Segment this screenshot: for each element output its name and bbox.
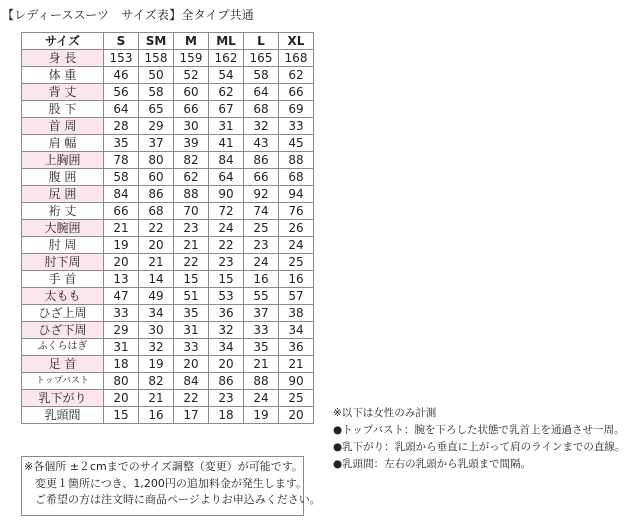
table-cell: 15 [104,407,139,424]
measurement-note-item: ●乳下がり：乳頭から垂直に上がって肩のラインまでの直線。 [333,441,626,453]
table-cell: 84 [209,152,244,169]
table-cell: 21 [139,254,174,271]
table-cell: 41 [209,135,244,152]
table-cell: 29 [104,322,139,339]
table-cell: 16 [139,407,174,424]
header-cell-sm: SM [139,33,174,50]
table-cell: 19 [139,356,174,373]
table-row [22,84,314,101]
table-cell: 32 [244,118,279,135]
table-cell: 30 [174,118,209,135]
table-cell: 28 [104,118,139,135]
table-cell: 80 [139,152,174,169]
table-cell: 72 [209,203,244,220]
table-cell: 20 [209,356,244,373]
table-cell: 45 [279,135,314,152]
row-label: 大腕囲 [22,220,104,237]
table-cell: 34 [139,305,174,322]
table-cell: 33 [104,305,139,322]
table-cell: 52 [174,67,209,84]
table-cell: 23 [244,237,279,254]
table-row [22,186,314,203]
note-line: ご希望の方は注文時に商品ページよりお申込みください。 [35,493,321,506]
measurement-note-item: ●トップバスト：腕を下ろした状態で乳首上を通過させ一周。 [333,424,625,436]
row-label: 肘 周 [22,237,104,254]
table-cell: 20 [174,356,209,373]
table-cell: 64 [209,169,244,186]
table-cell: 88 [174,186,209,203]
table-row [22,67,314,84]
table-cell: 168 [279,50,314,67]
row-label: 乳頭間 [22,407,104,424]
table-cell: 21 [104,220,139,237]
table-cell: 18 [209,407,244,424]
table-cell: 88 [244,373,279,390]
table-cell: 36 [209,305,244,322]
table-cell: 23 [209,390,244,407]
table-cell: 86 [139,186,174,203]
table-row [22,254,314,271]
table-cell: 62 [209,84,244,101]
table-cell: 78 [104,152,139,169]
table-cell: 86 [209,373,244,390]
table-cell: 22 [139,220,174,237]
table-row [22,407,314,424]
table-cell: 57 [279,288,314,305]
header-cell-s: S [104,33,139,50]
table-cell: 31 [104,339,139,356]
table-row [22,305,314,322]
header-cell-m: M [174,33,209,50]
table-cell: 66 [104,203,139,220]
table-cell: 66 [244,169,279,186]
adjustment-note-box [21,456,321,516]
measurement-note-item: ●乳頭間：左右の乳頭から乳頭まで間隔。 [333,458,532,470]
page-title: 【レディーススーツ サイズ表】全タイプ共通 [2,8,255,22]
table-cell: 68 [244,101,279,118]
table-cell: 22 [174,254,209,271]
table-cell: 153 [104,50,139,67]
table-cell: 29 [139,118,174,135]
table-cell: 54 [209,67,244,84]
table-row [22,118,314,135]
table-cell: 30 [139,322,174,339]
table-row [22,135,314,152]
note-line: 変更１箇所につき、1,200円の追加料金が発生します。 [35,476,307,490]
table-cell: 43 [244,135,279,152]
table-cell: 58 [244,67,279,84]
row-label: 太もも [22,288,104,305]
table-cell: 24 [209,220,244,237]
row-label: ひざ上周 [22,305,104,322]
table-cell: 90 [209,186,244,203]
table-cell: 49 [139,288,174,305]
table-cell: 56 [104,84,139,101]
table-cell: 21 [174,237,209,254]
row-label: 背 丈 [22,84,104,101]
table-cell: 50 [139,67,174,84]
table-cell: 21 [244,356,279,373]
table-cell: 165 [244,50,279,67]
table-cell: 24 [244,390,279,407]
table-cell: 16 [279,271,314,288]
table-row [22,169,314,186]
table-cell: 33 [174,339,209,356]
row-label: 手 首 [22,271,104,288]
row-label: 体 重 [22,67,104,84]
row-label: 肘下周 [22,254,104,271]
table-cell: 64 [104,101,139,118]
table-cell: 60 [139,169,174,186]
table-cell: 38 [279,305,314,322]
table-cell: 21 [279,356,314,373]
table-cell: 18 [104,356,139,373]
row-label: 肩 幅 [22,135,104,152]
table-cell: 69 [279,101,314,118]
table-row [22,50,314,67]
table-cell: 34 [209,339,244,356]
table-row [22,237,314,254]
row-label: 上胸囲 [22,152,104,169]
table-cell: 90 [279,373,314,390]
row-label: 股 下 [22,101,104,118]
table-cell: 39 [174,135,209,152]
table-cell: 162 [209,50,244,67]
table-row [22,288,314,305]
table-cell: 60 [174,84,209,101]
table-cell: 37 [244,305,279,322]
table-row [22,220,314,237]
table-cell: 14 [139,271,174,288]
table-cell: 23 [209,254,244,271]
table-row [22,373,314,390]
table-row [22,271,314,288]
table-cell: 20 [104,254,139,271]
table-cell: 67 [209,101,244,118]
table-cell: 94 [279,186,314,203]
row-label: 身 長 [22,50,104,67]
table-cell: 51 [174,288,209,305]
table-cell: 37 [139,135,174,152]
measurement-notes [333,405,625,473]
table-cell: 33 [279,118,314,135]
row-label: トップバスト [22,373,104,390]
row-label: 尻 囲 [22,186,104,203]
row-label: 裄 丈 [22,203,104,220]
table-cell: 55 [244,288,279,305]
row-label: ふくらはぎ [22,339,104,356]
table-cell: 15 [209,271,244,288]
table-cell: 32 [139,339,174,356]
table-cell: 84 [104,186,139,203]
row-label: 腹 囲 [22,169,104,186]
table-cell: 84 [174,373,209,390]
table-cell: 68 [279,169,314,186]
table-cell: 70 [174,203,209,220]
table-row [22,356,314,373]
table-row [22,322,314,339]
table-row [22,203,314,220]
measurement-notes-heading: ※以下は女性のみ計測 [333,407,437,419]
table-cell: 25 [244,220,279,237]
table-cell: 21 [139,390,174,407]
table-cell: 47 [104,288,139,305]
table-cell: 82 [174,152,209,169]
table-cell: 35 [244,339,279,356]
table-cell: 88 [279,152,314,169]
table-cell: 16 [244,271,279,288]
header-cell-l: L [244,33,279,50]
table-cell: 35 [104,135,139,152]
table-header-row [22,33,314,50]
table-cell: 33 [244,322,279,339]
table-cell: 159 [174,50,209,67]
table-cell: 22 [209,237,244,254]
table-cell: 20 [139,237,174,254]
table-cell: 20 [279,407,314,424]
header-cell-xl: XL [279,33,314,50]
table-cell: 19 [244,407,279,424]
table-cell: 36 [279,339,314,356]
table-cell: 66 [174,101,209,118]
table-cell: 24 [279,237,314,254]
table-cell: 62 [174,169,209,186]
row-label: 足 首 [22,356,104,373]
table-cell: 68 [139,203,174,220]
row-label: 乳下がり [22,390,104,407]
table-cell: 19 [104,237,139,254]
table-cell: 34 [279,322,314,339]
table-cell: 92 [244,186,279,203]
table-cell: 32 [209,322,244,339]
table-cell: 31 [209,118,244,135]
table-cell: 20 [104,390,139,407]
table-row [22,339,314,356]
table-cell: 158 [139,50,174,67]
table-cell: 66 [279,84,314,101]
table-row [22,152,314,169]
table-cell: 13 [104,271,139,288]
table-cell: 86 [244,152,279,169]
row-label: ひざ下周 [22,322,104,339]
table-row [22,390,314,407]
header-cell-ml: ML [209,33,244,50]
header-cell-size: サイズ [22,33,104,50]
table-cell: 62 [279,67,314,84]
table-cell: 76 [279,203,314,220]
table-cell: 22 [174,390,209,407]
table-cell: 58 [139,84,174,101]
table-cell: 25 [279,390,314,407]
table-cell: 23 [174,220,209,237]
table-cell: 80 [104,373,139,390]
table-cell: 25 [279,254,314,271]
table-cell: 74 [244,203,279,220]
table-cell: 35 [174,305,209,322]
table-cell: 15 [174,271,209,288]
table-cell: 58 [104,169,139,186]
row-label: 首 周 [22,118,104,135]
table-row [22,101,314,118]
size-table [21,32,314,424]
table-cell: 31 [174,322,209,339]
table-cell: 46 [104,67,139,84]
table-cell: 64 [244,84,279,101]
table-cell: 82 [139,373,174,390]
table-cell: 26 [279,220,314,237]
note-line: ※各個所 ±２cmまでのサイズ調整（変更）が可能です。 [24,460,303,473]
table-cell: 53 [209,288,244,305]
table-cell: 24 [244,254,279,271]
table-cell: 17 [174,407,209,424]
table-cell: 65 [139,101,174,118]
